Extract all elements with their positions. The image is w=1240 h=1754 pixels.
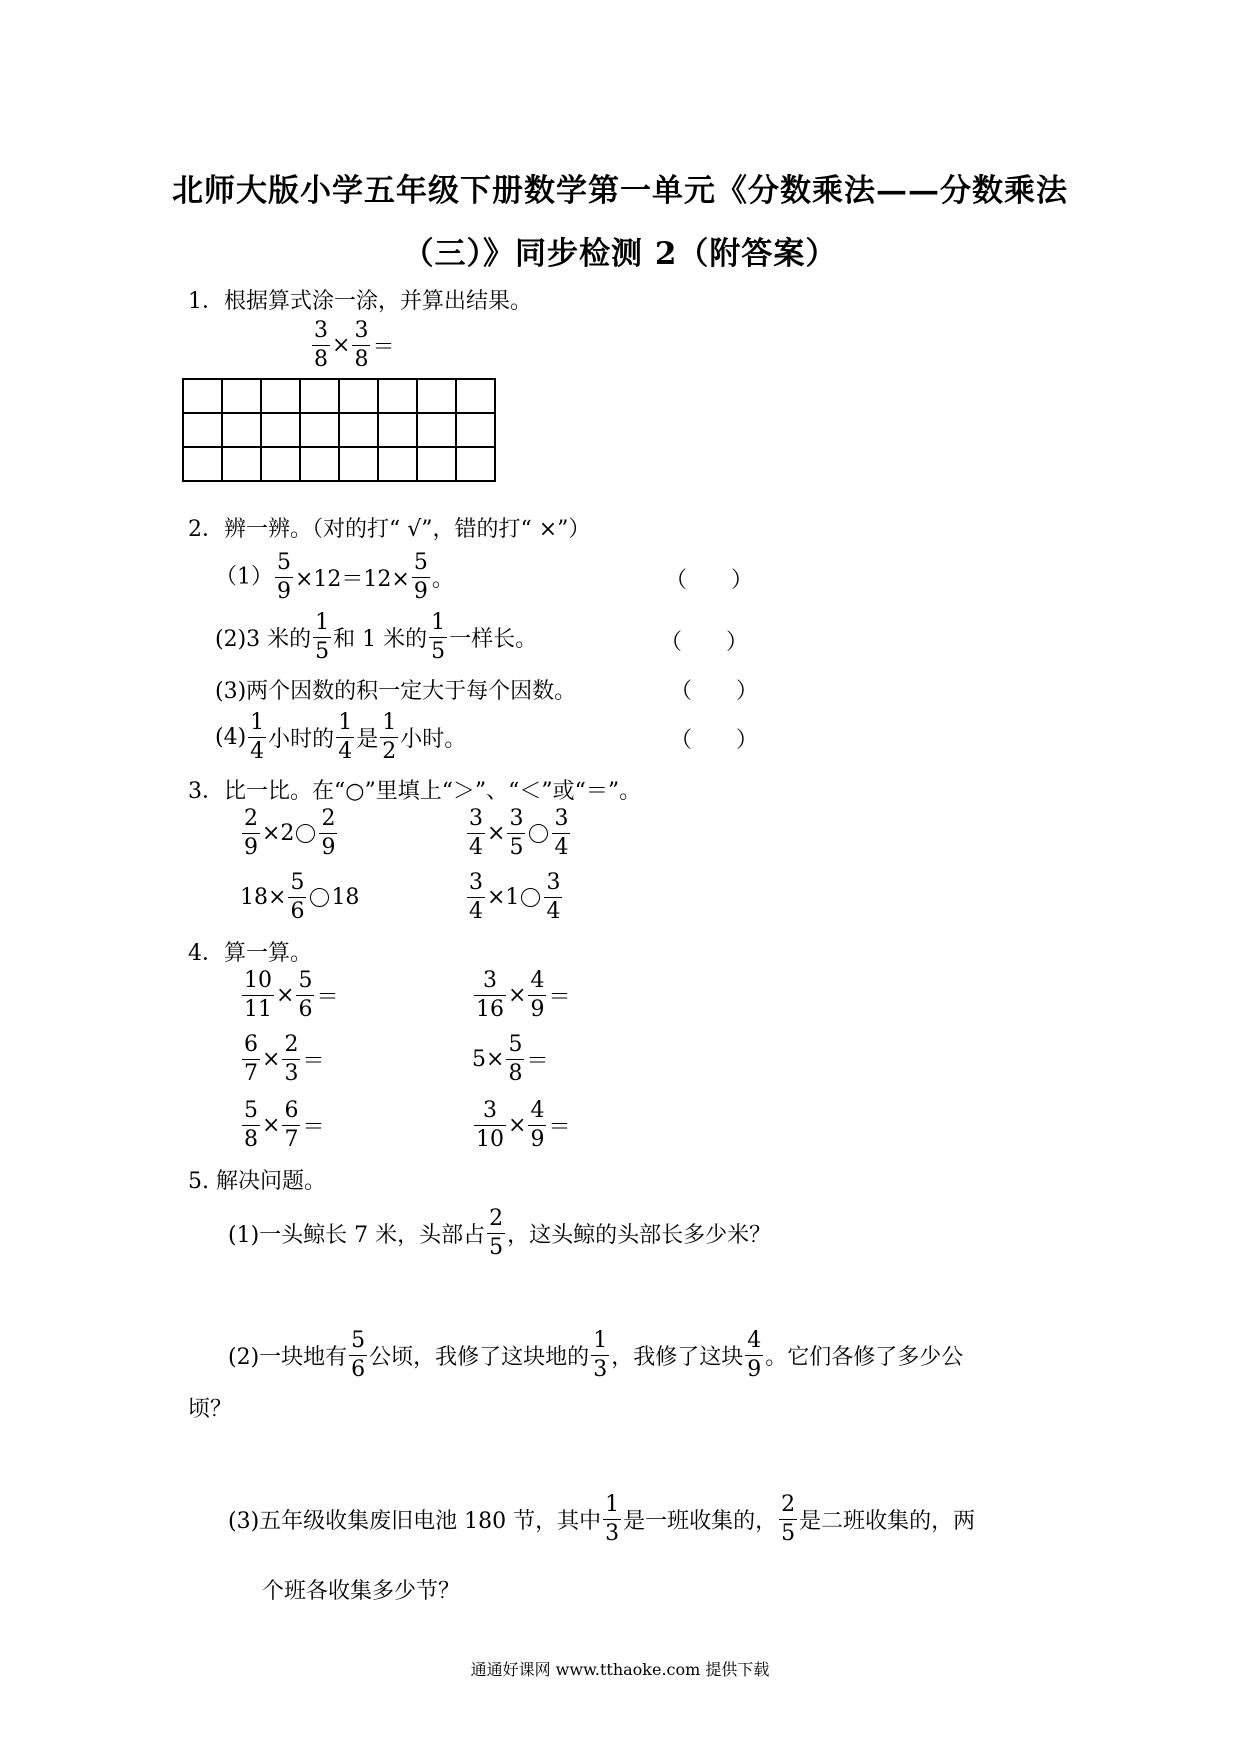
grid-cell[interactable] bbox=[261, 413, 300, 447]
grid-cell[interactable] bbox=[183, 447, 222, 481]
footer-source: 通通好课网 www.tthaoke.com 提供下载 bbox=[470, 1660, 770, 1679]
q5-problem-3-line2: 个班各收集多少节？ bbox=[262, 1579, 461, 1604]
fraction: $\frac{5}{9}$ bbox=[413, 550, 428, 604]
compare-circle[interactable] bbox=[529, 824, 548, 843]
fraction: $\frac{1}{5}$ bbox=[315, 610, 330, 664]
answer-paren-2[interactable]: （ ） bbox=[660, 630, 749, 655]
q2-item-2: (2)3 米的 $\frac{1}{5}$ 和 1 米的 $\frac{1}{5}$ 一样长。 bbox=[215, 610, 538, 664]
q3-prompt: 3．比一比。在“○”里填上“＞”、“＜”或“＝”。 bbox=[188, 779, 642, 804]
grid-cell[interactable] bbox=[222, 379, 261, 413]
grid-cell[interactable] bbox=[417, 379, 456, 413]
q1-prompt: 1．根据算式涂一涂，并算出结果。 bbox=[188, 289, 532, 314]
grid-cell[interactable] bbox=[456, 447, 495, 481]
q4-calc-1: $\frac{10}{11}$ × $\frac{5}{6}$ ＝ bbox=[244, 968, 339, 1022]
fraction: $\frac{3}{4}$ bbox=[546, 870, 561, 924]
fraction: $\frac{1}{4}$ bbox=[250, 710, 265, 764]
q2-item-3: (3)两个因数的积一定大于每个因数。 bbox=[215, 679, 577, 704]
fraction: $\frac{1}{5}$ bbox=[431, 610, 446, 664]
grid-cell[interactable] bbox=[456, 379, 495, 413]
q5-problem-1: (1)一头鲸长 7 米，头部占 $\frac{2}{5}$ ，这头鲸的头部长多少米？ bbox=[228, 1206, 772, 1260]
grid-cell[interactable] bbox=[456, 413, 495, 447]
grid-cell[interactable] bbox=[183, 413, 222, 447]
q5-prompt: 5. 解决问题。 bbox=[188, 1169, 326, 1194]
answer-paren-3[interactable]: （ ） bbox=[670, 679, 759, 704]
q2-item-1: （1） $\frac{5}{9}$ ×12＝12× $\frac{5}{9}$ 。 bbox=[215, 550, 454, 604]
q1-expression: $\frac{3}{8}$ × $\frac{3}{8}$ ＝ bbox=[314, 318, 395, 372]
q2-prompt: 2．辨一辨。（对的打“ √”，错的打“ ×”） bbox=[188, 517, 591, 542]
grid-cell[interactable] bbox=[417, 413, 456, 447]
fraction: $\frac{2}{9}$ bbox=[244, 806, 258, 860]
q1-coloring-grid[interactable] bbox=[182, 378, 496, 482]
q5-problem-2: (2)一块地有 $\frac{5}{6}$ 公顷，我修了这块地的 $\frac{1}{3}$ ，我修了这块 $\frac{4}{9}$ 。它们各修了多少公 bbox=[228, 1328, 964, 1382]
grid-cell[interactable] bbox=[339, 413, 378, 447]
fraction: $\frac{2}{9}$ bbox=[321, 806, 336, 860]
q4-calc-3: $\frac{6}{7}$ × $\frac{2}{3}$ ＝ bbox=[244, 1032, 325, 1086]
grid-cell[interactable] bbox=[417, 447, 456, 481]
fraction: $\frac{3}{8}$ bbox=[314, 318, 328, 372]
fraction: $\frac{1}{2}$ bbox=[382, 710, 397, 764]
fraction: $\frac{3}{4}$ bbox=[469, 870, 483, 924]
grid-row bbox=[183, 447, 495, 481]
compare-circle[interactable] bbox=[521, 888, 540, 907]
q5-problem-3: (3)五年级收集废旧电池 180 节，其中 $\frac{1}{3}$ 是一班收集的， $\frac{2}{5}$ 是二班收集的，两 bbox=[228, 1492, 976, 1546]
q4-calc-4: 5× $\frac{5}{8}$ ＝ bbox=[472, 1032, 549, 1086]
q4-calc-5: $\frac{5}{8}$ × $\frac{6}{7}$ ＝ bbox=[244, 1098, 325, 1152]
grid-cell[interactable] bbox=[378, 447, 417, 481]
q4-prompt: 4．算一算。 bbox=[188, 941, 312, 966]
answer-paren-4[interactable]: （ ） bbox=[670, 728, 759, 753]
q3-compare-3: 18× $\frac{5}{6}$ 18 bbox=[240, 870, 360, 924]
fraction: $\frac{1}{4}$ bbox=[338, 710, 353, 764]
q3-compare-4: $\frac{3}{4}$ ×1 $\frac{3}{4}$ bbox=[469, 870, 561, 924]
grid-row bbox=[183, 379, 495, 413]
grid-cell[interactable] bbox=[222, 447, 261, 481]
q4-calc-6: $\frac{3}{10}$ × $\frac{4}{9}$ ＝ bbox=[476, 1098, 571, 1152]
grid-cell[interactable] bbox=[300, 447, 339, 481]
compare-circle[interactable] bbox=[310, 888, 329, 907]
q2-item-4: (4) $\frac{1}{4}$ 小时的 $\frac{1}{4}$ 是 $\frac{1}{2}$ 小时。 bbox=[215, 710, 467, 764]
page-title-line2: （三）》同步检测 2（附答案） bbox=[402, 236, 838, 272]
grid-cell[interactable] bbox=[378, 379, 417, 413]
q5-problem-2-line2: 顷？ bbox=[188, 1397, 233, 1422]
fraction: $\frac{5}{6}$ bbox=[290, 870, 305, 924]
grid-cell[interactable] bbox=[222, 413, 261, 447]
grid-cell[interactable] bbox=[339, 379, 378, 413]
page-title-line1: 北师大版小学五年级下册数学第一单元《分数乘法——分数乘法 bbox=[172, 173, 1068, 209]
grid-cell[interactable] bbox=[300, 413, 339, 447]
grid-cell[interactable] bbox=[300, 379, 339, 413]
fraction: $\frac{3}{5}$ bbox=[509, 806, 524, 860]
grid-cell[interactable] bbox=[183, 379, 222, 413]
q3-compare-2: $\frac{3}{4}$ × $\frac{3}{5}$ $\frac{3}{4}$ bbox=[469, 806, 569, 860]
grid-cell[interactable] bbox=[339, 447, 378, 481]
q4-calc-2: $\frac{3}{16}$ × $\frac{4}{9}$ ＝ bbox=[476, 968, 571, 1022]
q3-compare-1: $\frac{2}{9}$ ×2 $\frac{2}{9}$ bbox=[244, 806, 336, 860]
fraction: $\frac{3}{4}$ bbox=[554, 806, 569, 860]
answer-paren-1[interactable]: （ ） bbox=[665, 568, 754, 593]
grid-cell[interactable] bbox=[261, 447, 300, 481]
grid-cell[interactable] bbox=[261, 379, 300, 413]
grid-cell[interactable] bbox=[378, 413, 417, 447]
compare-circle[interactable] bbox=[296, 824, 315, 843]
fraction: $\frac{5}{9}$ bbox=[277, 550, 291, 604]
fraction: $\frac{3}{4}$ bbox=[469, 806, 483, 860]
fraction: $\frac{3}{8}$ bbox=[354, 318, 369, 372]
grid-row bbox=[183, 413, 495, 447]
